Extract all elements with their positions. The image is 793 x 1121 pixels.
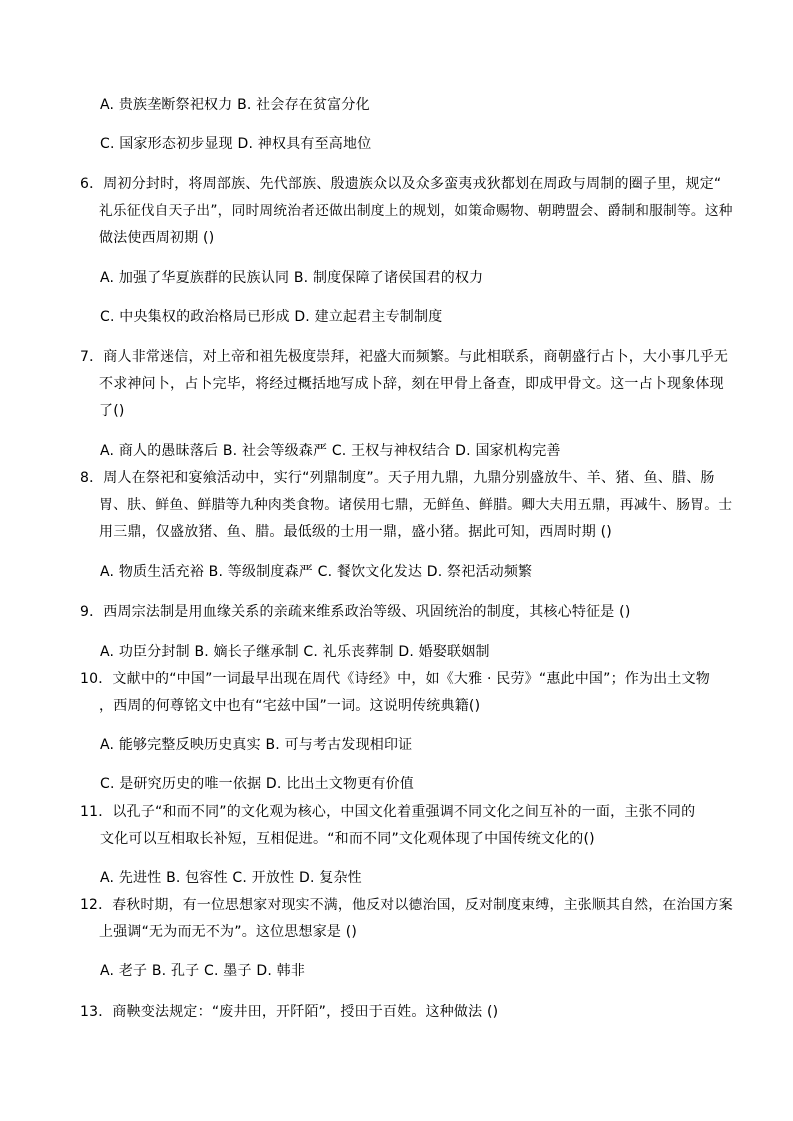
- q12-options-line1: A. 老子 B. 孔子 C. 墨子 D. 韩非: [100, 963, 306, 979]
- q5-options-line1: A. 贵族垄断祭祀权力 B. 社会存在贫富分化: [100, 97, 370, 113]
- q8-stem-line1: 8．周人在祭祀和宴飨活动中，实行“列鼎制度”。天子用九鼎，九鼎分别盛放牛、羊、猪、鱼、腊、肠: [80, 470, 715, 486]
- q6-stem-line3: 做法使西周初期 (): [99, 230, 215, 246]
- q9-options-line1: A. 功臣分封制 B. 嫡长子继承制 C. 礼乐丧葬制 D. 婚娶联姻制: [100, 644, 490, 660]
- q6-stem-line2: 礼乐征伐自天子出”，同时周统治者还做出制度上的规划，如策命赐物、朝聘盟会、爵制和服制等。这种: [99, 203, 733, 219]
- q7-options-line1: A. 商人的愚昧落后 B. 社会等级森严 C. 王权与神权结合 D. 国家机构完善: [100, 443, 561, 459]
- q11-options-line1: A. 先进性 B. 包容性 C. 开放性 D. 复杂性: [100, 870, 362, 886]
- q8-stem-line3: 用三鼎，仅盛放猪、鱼、腊。最低级的士用一鼎，盛小猪。据此可知，西周时期 (): [99, 524, 612, 540]
- q8-stem-line2: 胃、肤、鲜鱼、鲜腊等九种肉类食物。诸侯用七鼎，无鲜鱼、鲜腊。卿大夫用五鼎，再减牛、肠胃。士: [99, 497, 733, 513]
- q12-stem-line2: 上强调“无为而无不为”。这位思想家是 (): [99, 924, 358, 940]
- q6-stem-line1: 6．周初分封时，将周部族、先代部族、殷遗族众以及众多蛮夷戎狄都划在周政与周制的圈子里，规定“: [80, 176, 722, 192]
- q6-options-line2: C. 中央集权的政治格局已形成 D. 建立起君主专制制度: [100, 309, 443, 325]
- q7-stem-line3: 了(): [99, 403, 125, 419]
- q10-stem-line2: ，西周的何尊铭文中也有“宅兹中国”一词。这说明传统典籍(): [99, 698, 481, 714]
- q10-stem-line1: 10．文献中的“中国”一词最早出现在周代《诗经》中，如《大雅 · 民劳》“惠此中国”；作为出土文物: [80, 671, 710, 687]
- q7-stem-line2: 不求神问卜，占卜完毕，将经过概括地写成卜辞，刻在甲骨上备查，即成甲骨文。这一占卜现象体现: [99, 376, 724, 392]
- q13-stem-line1: 13．商鞅变法规定：“废井田，开阡陌”，授田于百姓。这种做法 (): [80, 1004, 499, 1020]
- q6-options-line1: A. 加强了华夏族群的民族认同 B. 制度保障了诸侯国君的权力: [100, 270, 484, 286]
- q9-stem-line1: 9．西周宗法制是用血缘关系的亲疏来维系政治等级、巩固统治的制度，其核心特征是 (): [80, 604, 631, 620]
- q7-stem-line1: 7．商人非常迷信，对上帝和祖先极度崇拜，祀盛大而频繁。与此相联系，商朝盛行占卜，大小事几乎无: [80, 349, 729, 365]
- q11-stem-line1: 11．以孔子“和而不同”的文化观为核心，中国文化着重强调不同文化之间互补的一面，主张不同的: [80, 804, 696, 820]
- q5-options-line2: C. 国家形态初步显现 D. 神权具有至高地位: [100, 136, 372, 152]
- q11-stem-line2: 文化可以互相取长补短，互相促进。“和而不同”文化观体现了中国传统文化的(): [100, 831, 595, 847]
- q8-options-line1: A. 物质生活充裕 B. 等级制度森严 C. 餐饮文化发达 D. 祭祀活动频繁: [100, 564, 533, 580]
- q12-stem-line1: 12．春秋时期，有一位思想家对现实不满，他反对以德治国，反对制度束缚，主张顺其自然，在治国方案: [80, 897, 733, 913]
- q10-options-line1: A. 能够完整反映历史真实 B. 可与考古发现相印证: [100, 737, 413, 753]
- q10-options-line2: C. 是研究历史的唯一依据 D. 比出土文物更有价值: [100, 776, 415, 792]
